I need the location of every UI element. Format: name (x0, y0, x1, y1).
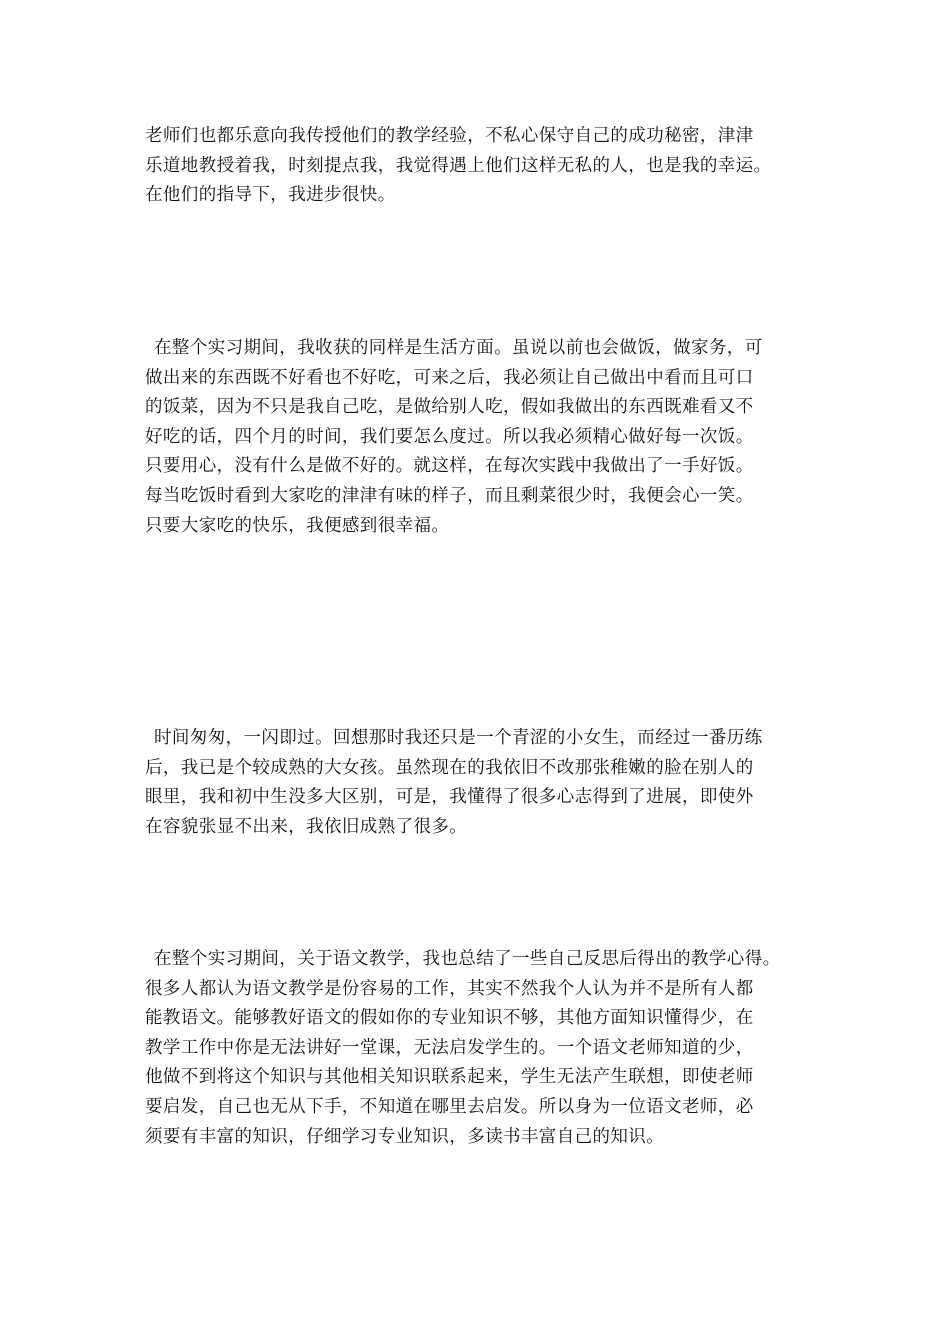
paragraph-line: 每当吃饭时看到大家吃的津津有味的样子，而且剩菜很少时，我便会心一笑。 (145, 485, 754, 506)
paragraph-line: 乐道地教授着我，时刻提点我，我觉得遇上他们这样无私的人，也是我的幸运。 (145, 155, 772, 176)
paragraph-line: 他做不到将这个知识与其他相关知识联系起来，学生无法产生联想，即使老师 (145, 1067, 754, 1088)
paragraph-line: 在容貌张显不出来，我依旧成熟了很多。 (145, 816, 468, 837)
paragraph-line: 须要有丰富的知识，仔细学习专业知识，多读书丰富自己的知识。 (145, 1126, 665, 1147)
paragraph-line: 只要大家吃的快乐，我便感到很幸福。 (145, 515, 450, 536)
paragraph-line: 好吃的话，四个月的时间，我们要怎么度过。所以我必须精心做好每一次饭。 (145, 426, 754, 447)
paragraph-line: 在整个实习期间，我收获的同样是生活方面。虽说以前也会做饭，做家务，可 (154, 338, 763, 358)
paragraph-line: 在整个实习期间，关于语文教学，我也总结了一些自己反思后得出的教学心得。 (154, 949, 781, 969)
paragraph-line: 只要用心，没有什么是做不好的。就这样，在每次实践中我做出了一手好饭。 (145, 456, 754, 477)
paragraph-line: 能教语文。能够教好语文的假如你的专业知识不够，其他方面知识懂得少，在 (145, 1008, 754, 1029)
paragraph-line: 后，我已是个较成熟的大女孩。虽然现在的我依旧不改那张稚嫩的脸在别人的 (145, 757, 754, 778)
paragraph-1 (145, 122, 845, 211)
paragraph-2 (145, 334, 845, 541)
paragraph-line: 老师们也都乐意向我传授他们的教学经验，不私心保守自己的成功秘密，津津 (145, 126, 754, 146)
paragraph-line: 很多人都认为语文教学是份容易的工作，其实不然我个人认为并不是所有人都 (145, 978, 754, 999)
paragraph-line: 的饭菜，因为不只是我自己吃，是做给别人吃，假如我做出的东西既难看又不 (145, 397, 754, 418)
paragraph-line: 眼里，我和初中生没多大区别，可是，我懂得了很多心志得到了进展，即使外 (145, 787, 754, 808)
paragraph-3 (145, 724, 845, 842)
paragraph-line: 要启发，自己也无从下手，不知道在哪里去启发。所以身为一位语文老师，必 (145, 1096, 754, 1117)
paragraph-line: 时间匆匆，一闪即过。回想那时我还只是一个青涩的小女生，而经过一番历练 (154, 728, 763, 748)
paragraph-line: 教学工作中你是无法讲好一堂课，无法启发学生的。一个语文老师知道的少， (145, 1037, 754, 1058)
paragraph-4 (145, 945, 845, 1152)
paragraph-line: 在他们的指导下，我进步很快。 (145, 185, 396, 206)
paragraph-line: 做出来的东西既不好看也不好吃，可来之后，我必须让自己做出中看而且可口 (145, 367, 754, 388)
